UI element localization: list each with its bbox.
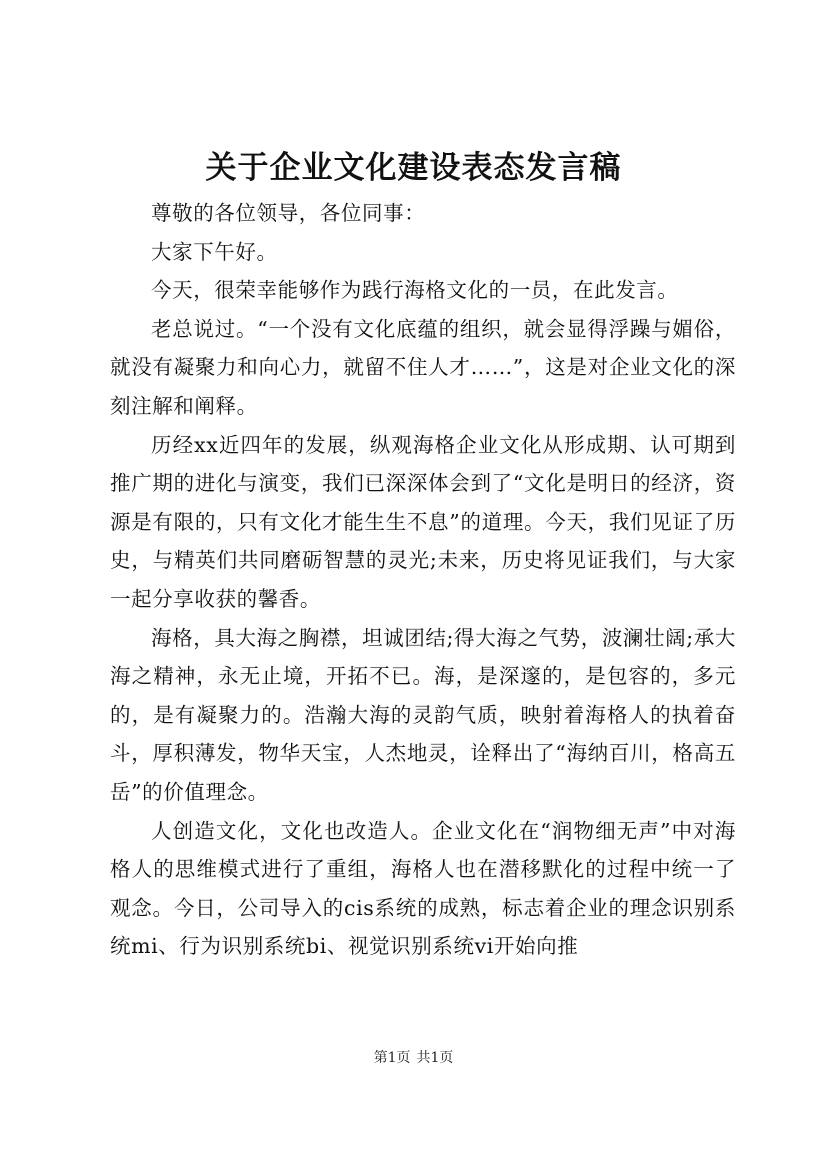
paragraph-haige: 海格，具大海之胸襟，坦诚团结;得大海之气势，波澜壮阔;承大海之精神，永无止境，开拓不已。海，是深邃的，是包容的，多元的，是有凝聚力的。浩瀚大海的灵韵气质，映射着海格人的执着奋斗，厚积薄发，物华天宝，人杰地灵，诠释出了“海纳百川，格高五岳”的价值理念。 <box>110 625 736 804</box>
paragraph-quote: 老总说过。“一个没有文化底蕴的组织，就会显得浮躁与媚俗，就没有凝聚力和向心力，就留不住人才……”，这是对企业文化的深刻注解和阐释。 <box>110 316 736 418</box>
paragraph-salutation: 尊敬的各位领导，各位同事： <box>151 201 426 225</box>
page-footer <box>0 1048 827 1068</box>
page-number: 第1页 <box>373 1050 411 1066</box>
paragraph-greeting: 大家下午好。 <box>151 239 278 264</box>
paragraph-intro: 今天，很荣幸能够作为践行海格文化的一员，在此发言。 <box>151 278 679 303</box>
page-total: 共1页 <box>416 1050 454 1066</box>
document-title: 关于企业文化建设表态发言稿 <box>205 150 622 186</box>
document-body <box>110 194 736 966</box>
paragraph-culture: 人创造文化，文化也改造人。企业文化在“润物细无声”中对海格人的思维模式进行了重组，海格人也在潜移默化的过程中统一了观念。今日，公司导入的cis系统的成熟，标志着企业的理念识别系统mi、行为识别系统bi、视觉识别系统vi开始向推 <box>110 818 736 959</box>
paragraph-history: 历经xx近四年的发展，纵观海格企业文化从形成期、认可期到推广期的进化与演变，我们已深深体会到了“文化是明日的经济，资源是有限的，只有文化才能生生不息”的道理。今天，我们见证了历史，与精英们共同磨砺智慧的灵光;未来，历史将见证我们，与大家一起分享收获的馨香。 <box>110 432 736 611</box>
